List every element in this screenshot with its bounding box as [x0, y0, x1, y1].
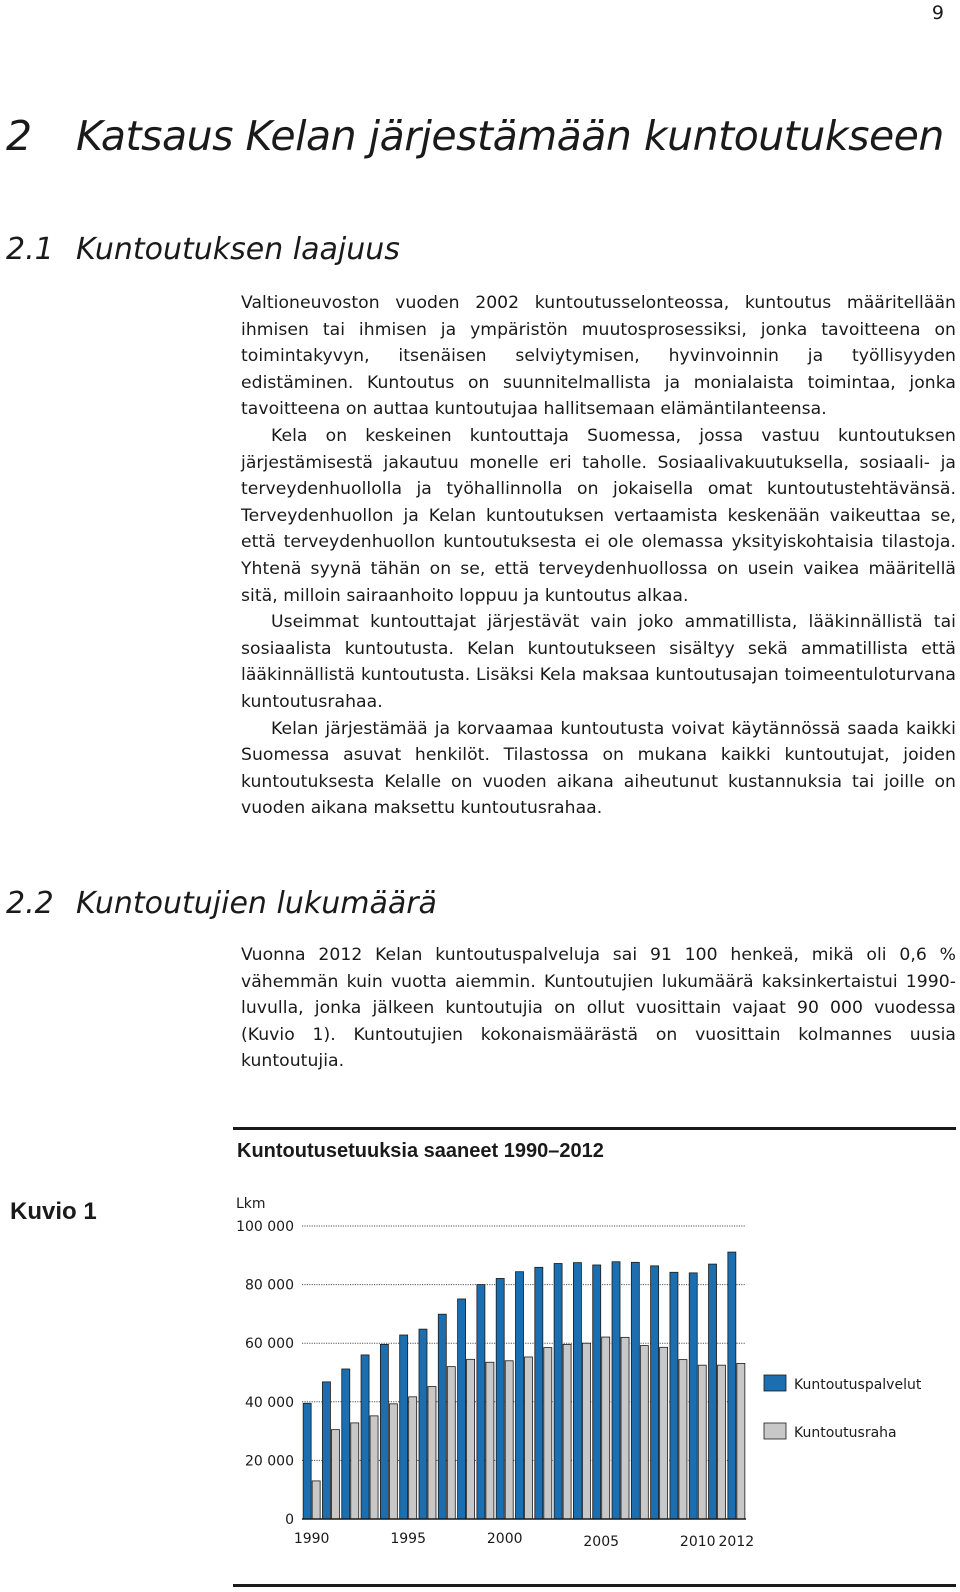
bar-kuntoutusraha: [718, 1365, 726, 1519]
bar-kuntoutusraha: [409, 1397, 417, 1519]
bar-kuntoutusraha: [351, 1423, 359, 1519]
bar-kuntoutuspalvelut: [419, 1329, 427, 1519]
bar-kuntoutusraha: [505, 1361, 513, 1519]
chapter-number: 2: [6, 112, 32, 160]
y-tick-label: 40 000: [245, 1394, 294, 1411]
chart-title: Kuntoutusetuuksia saaneet 1990–2012: [237, 1140, 604, 1162]
bar-kuntoutusraha: [660, 1347, 668, 1519]
y-tick-label: 60 000: [245, 1336, 294, 1353]
bar-kuntoutuspalvelut: [380, 1344, 388, 1519]
bar-kuntoutuspalvelut: [728, 1252, 736, 1519]
legend-swatch: [764, 1423, 786, 1439]
x-tick-label: 1990: [293, 1531, 330, 1547]
y-axis-label: Lkm: [236, 1196, 266, 1212]
bar-kuntoutusraha: [621, 1337, 629, 1519]
bar-kuntoutusraha: [563, 1344, 571, 1519]
bar-kuntoutuspalvelut: [554, 1264, 562, 1519]
section-number: 2.2: [6, 886, 54, 921]
bar-kuntoutuspalvelut: [516, 1272, 524, 1519]
paragraph: Vuonna 2012 Kelan kuntoutuspalveluja sai 91 100 henkeä, mikä oli 0,6 % vähemmän kuin vuotta aiemmin. Kuntoutujien lukumäärä kaksinkertaistui 1990-luvulla, jonka jälkeen kuntoutujia on ollut vuosittain vajaat 90 000 vuodessa (Kuvio 1). Kuntoutujien kokonaismäärästä on vuosittain kolmannes uusia kuntoutujia.: [241, 945, 956, 1072]
y-tick-label: 0: [285, 1512, 294, 1528]
bar-kuntoutuspalvelut: [342, 1369, 350, 1519]
paragraph: Useimmat kuntouttajat järjestävät vain joko ammatillista, lääkinnällistä tai sosiaalista kuntoutusta. Kelan kuntoutukseen sisältyy sekä ammatillista että lääkinnällistä kuntoutusta. Lisäksi Kela maksaa kuntoutusajan toimeentuloturvana kuntoutusrahaa.: [241, 612, 956, 712]
bar-kuntoutuspalvelut: [709, 1264, 717, 1519]
bar-kuntoutusraha: [602, 1337, 610, 1519]
bar-kuntoutuspalvelut: [612, 1262, 620, 1519]
bar-kuntoutusraha: [486, 1362, 494, 1519]
bar-kuntoutuspalvelut: [400, 1335, 408, 1519]
paragraph: Valtioneuvoston vuoden 2002 kuntoutusselonteossa, kuntoutus määritellään ihmisen tai ihmisen ja ympäristön muutosprosessiksi, jonka tavoitteena on toimintakyvyn, itsenäisen selviytymisen, hyvinvoinnin ja työllisyyden edistäminen. Kuntoutus on suunnitelmallista ja monialaista toimintaa, jonka tavoitteena on auttaa kuntoutujaa hallitsemaan elämäntilanteensa.: [241, 293, 956, 420]
bar-kuntoutusraha: [698, 1365, 706, 1519]
bar-kuntoutuspalvelut: [361, 1355, 369, 1519]
bar-kuntoutuspalvelut: [651, 1266, 659, 1519]
page-number: 9: [931, 2, 944, 24]
bar-kuntoutusraha: [370, 1416, 378, 1519]
bar-kuntoutuspalvelut: [593, 1265, 601, 1519]
paragraph: Kela on keskeinen kuntouttaja Suomessa, jossa vastuu kuntoutuksen järjestämisestä jakautuu monelle eri taholle. Sosiaalivakuutuksella, sosiaali- ja terveydenhuollolla ja työhallinnolla on jokaisella omat kuntoutustehtävänsä. Terveydenhuollon ja Kelan kuntoutuksen vertaamista keskenään vaikeuttaa se, että terveydenhuollon kuntoutuksesta ei ole olemassa yksityiskohtaisia tilastoja. Yhtenä syynä tähän on se, että terveydenhuollossa on usein vaikea määritellä sitä, milloin sairaanhoito loppuu ja kuntoutus alkaa.: [241, 425, 956, 606]
bar-kuntoutusraha: [389, 1404, 397, 1519]
section-title: Kuntoutuksen laajuus: [76, 232, 400, 267]
section-number: 2.1: [6, 232, 54, 267]
chapter-title: Katsaus Kelan järjestämään kuntoutukseen: [76, 112, 944, 160]
paragraph: Kelan järjestämää ja korvaamaa kuntoutusta voivat käytännössä saada kaikki Suomessa asuvat henkilöt. Tilastossa on mukana kaikki kuntoutujat, joiden kuntoutuksesta Kelalle on vuoden aikana aiheutunut kustannuksia tai joille on vuoden aikana maksettu kuntoutusrahaa.: [241, 718, 956, 819]
x-tick-label: 2010: [679, 1534, 716, 1550]
section-title: Kuntoutujien lukumäärä: [76, 886, 437, 921]
bar-kuntoutusraha: [525, 1357, 533, 1519]
bar-kuntoutusraha: [447, 1367, 455, 1519]
bar-kuntoutuspalvelut: [303, 1403, 311, 1519]
bar-kuntoutuspalvelut: [670, 1272, 678, 1519]
bar-kuntoutusraha: [428, 1387, 436, 1519]
bar-kuntoutuspalvelut: [631, 1262, 639, 1519]
legend-label: Kuntoutuspalvelut: [794, 1377, 922, 1393]
bar-kuntoutuspalvelut: [573, 1263, 581, 1519]
x-tick-label: 2000: [486, 1531, 523, 1547]
bar-kuntoutusraha: [312, 1481, 320, 1519]
bar-kuntoutusraha: [582, 1343, 590, 1519]
bar-kuntoutusraha: [640, 1346, 648, 1519]
bar-kuntoutuspalvelut: [438, 1314, 446, 1519]
y-tick-label: 80 000: [245, 1277, 294, 1294]
bar-kuntoutusraha: [544, 1348, 552, 1519]
figure-bottom-rule: [233, 1584, 956, 1587]
bar-kuntoutuspalvelut: [322, 1382, 330, 1519]
bar-kuntoutusraha: [467, 1359, 475, 1519]
x-tick-label: 2005: [583, 1534, 620, 1550]
bar-kuntoutusraha: [679, 1360, 687, 1519]
x-tick-label: 2012: [718, 1534, 755, 1550]
bar-kuntoutuspalvelut: [535, 1267, 543, 1519]
legend-label: Kuntoutusraha: [794, 1425, 897, 1441]
x-tick-label: 1995: [390, 1531, 426, 1547]
bar-kuntoutusraha: [737, 1363, 745, 1519]
legend-swatch: [764, 1375, 786, 1391]
bar-kuntoutuspalvelut: [458, 1299, 466, 1519]
bar-kuntoutuspalvelut: [477, 1285, 485, 1519]
figure-label: Kuvio 1: [10, 1198, 97, 1225]
bar-kuntoutuspalvelut: [689, 1273, 697, 1519]
y-tick-label: 20 000: [245, 1453, 294, 1470]
bar-kuntoutusraha: [331, 1430, 339, 1519]
y-tick-label: 100 000: [236, 1219, 294, 1235]
bar-kuntoutuspalvelut: [496, 1278, 504, 1519]
